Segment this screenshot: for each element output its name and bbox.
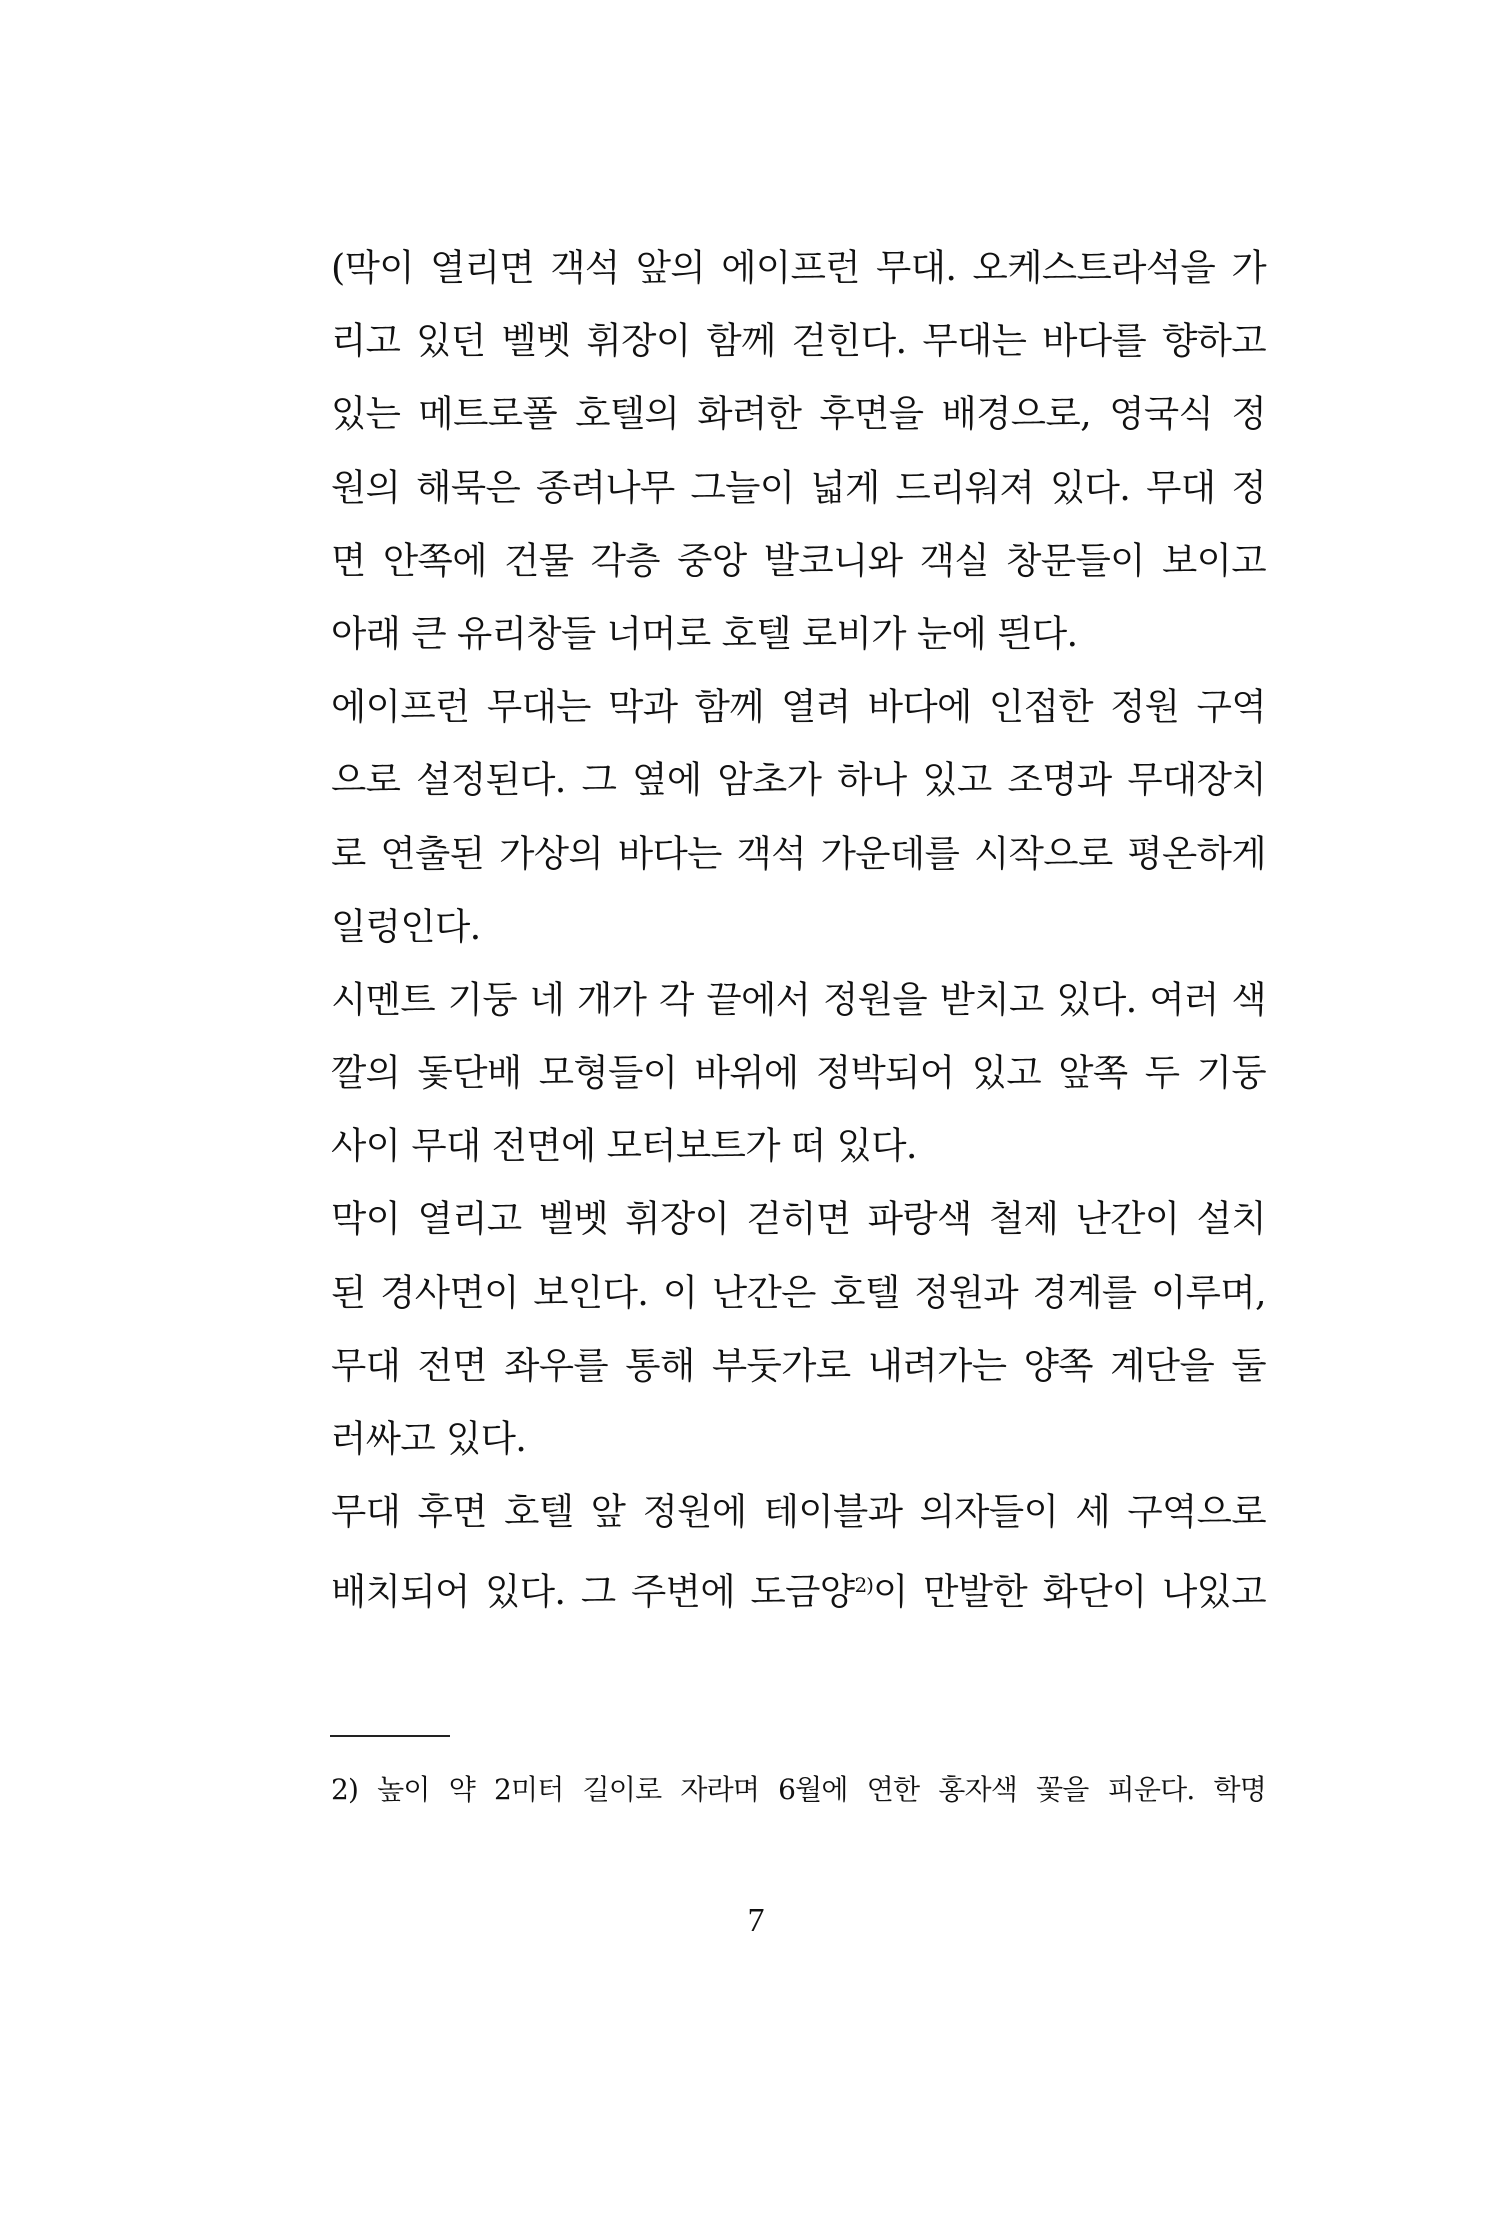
text-line: 로 연출된 가상의 바다는 객석 가운데를 시작으로 평온하게 (331, 831, 1266, 875)
paragraph-cement-pillars (331, 970, 1266, 1190)
page-number: 7 (747, 1902, 765, 1939)
text-segment: 배치되어 있다. 그 주변에 도금양 (331, 1570, 855, 1614)
text-line: 러싸고 있다. (331, 1417, 527, 1460)
text-line: 깔의 돛단배 모형들이 바위에 정박되어 있고 앞쪽 두 기둥 (331, 1051, 1266, 1095)
text-line: 무대 후면 호텔 앞 정원에 테이블과 의자들이 세 구역으로 (331, 1490, 1266, 1534)
text-line: 일렁인다. (331, 904, 481, 948)
text-line: 면 안쪽에 건물 각층 중앙 발코니와 객실 창문들이 보이고 (331, 538, 1266, 582)
text-line: 된 경사면이 보인다. 이 난간은 호텔 정원과 경계를 이루며, (331, 1270, 1266, 1314)
text-line: 에이프런 무대는 막과 함께 열려 바다에 인접한 정원 구역 (331, 685, 1266, 729)
text-line: 원의 해묵은 종려나무 그늘이 넓게 드리워져 있다. 무대 정 (331, 465, 1266, 509)
text-line: 사이 무대 전면에 모터보트가 떠 있다. (331, 1124, 917, 1168)
body-text (331, 238, 1266, 1629)
footnote-divider (330, 1735, 450, 1737)
text-line: 아래 큰 유리창들 너머로 호텔 로비가 눈에 띈다. (331, 611, 1078, 655)
paragraph-garden-tables (331, 1482, 1266, 1628)
text-line: 시멘트 기둥 네 개가 각 끝에서 정원을 받치고 있다. 여러 색 (331, 977, 1266, 1021)
text-line: 있는 메트로폴 호텔의 화려한 후면을 배경으로, 영국식 정 (331, 392, 1266, 436)
text-line: 리고 있던 벨벳 휘장이 함께 걷힌다. 무대는 바다를 향하고 (331, 319, 1266, 363)
paragraph-apron-stage (331, 677, 1266, 970)
text-line: 무대 전면 좌우를 통해 부둣가로 내려가는 양쪽 계단을 둘 (331, 1343, 1266, 1387)
text-line: (막이 열리면 객석 앞의 에이프런 무대. 오케스트라석을 가 (331, 246, 1266, 289)
footnote: 2) 높이 약 2미터 길이로 자라며 6월에 연한 홍자색 꽃을 피운다. 학명 (331, 1773, 1266, 1806)
text-line-with-footnote (331, 1555, 1266, 1628)
footnote-reference[interactable]: 2) (854, 1573, 873, 1598)
text-line: 막이 열리고 벨벳 휘장이 걷히면 파랑색 철제 난간이 설치 (331, 1197, 1266, 1241)
text-segment: 이 만발한 화단이 나있고 (872, 1570, 1266, 1614)
text-line: 으로 설정된다. 그 옆에 암초가 하나 있고 조명과 무대장치 (331, 758, 1266, 802)
paragraph-railing (331, 1189, 1266, 1482)
paragraph-stage-description (331, 238, 1266, 677)
